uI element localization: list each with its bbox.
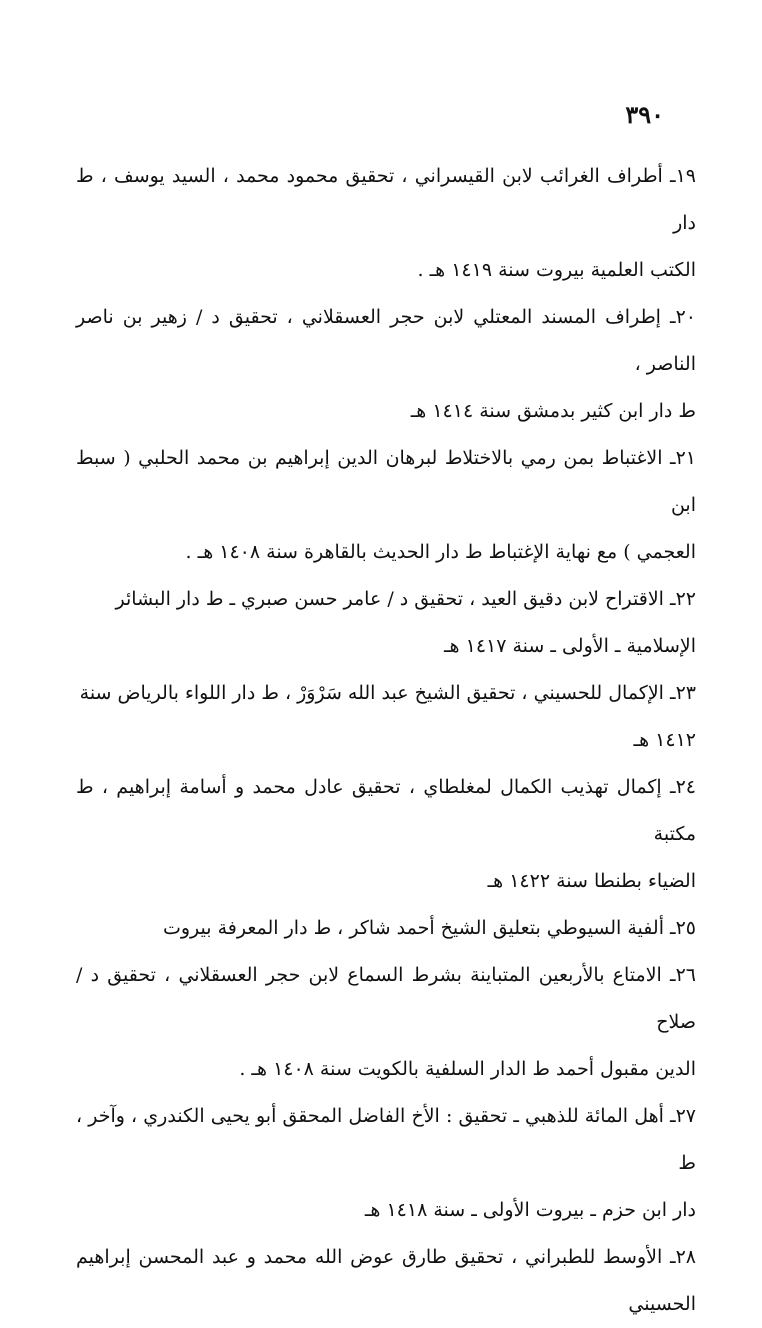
entry-line: الكتب العلمية بيروت سنة ١٤١٩ هـ . <box>417 259 696 281</box>
bibliography-entry <box>76 905 696 952</box>
entry-line: دار ابن حزم ـ بيروت الأولى ـ سنة ١٤١٨ هـ <box>364 1199 696 1221</box>
bibliography-entry <box>76 952 696 1093</box>
entry-line: الإسلامية ـ الأولى ـ سنة ١٤١٧ هـ <box>443 635 696 657</box>
entry-line: ٢٦ـ الامتاع بالأربعين المتباينة بشرط السماع لابن حجر العسقلاني ، تحقيق د / صلاح <box>76 964 696 1033</box>
bibliography-entry <box>76 1234 696 1328</box>
entry-line: ١٤١٢ هـ <box>633 729 696 751</box>
bibliography-entry <box>76 294 696 435</box>
entry-line: العجمي ) مع نهاية الإغتباط ط دار الحديث بالقاهرة سنة ١٤٠٨ هـ . <box>185 541 696 563</box>
entry-line: ٢٨ـ الأوسط للطبراني ، تحقيق طارق عوض الله محمد و عبد المحسن إبراهيم الحسيني <box>76 1246 696 1315</box>
entry-line: الضياء بطنطا سنة ١٤٢٢ هـ <box>487 870 696 892</box>
entry-line: ٢٣ـ الإكمال للحسيني ، تحقيق الشيخ عبد الله سَرْوَرْ ، ط دار اللواء بالرياض سنة <box>79 682 696 704</box>
page-number: ٣٩٠ <box>625 100 664 129</box>
entry-line: ٢٧ـ أهل المائة للذهبي ـ تحقيق : الأخ الفاضل المحقق أبو يحيى الكندري ، وآخر ، ط <box>76 1105 696 1174</box>
entry-line: ٢٤ـ إكمال تهذيب الكمال لمغلطاي ، تحقيق عادل محمد و أسامة إبراهيم ، ط مكتبة <box>76 776 696 845</box>
bibliography-entry <box>76 764 696 905</box>
bibliography-entry <box>76 435 696 576</box>
bibliography-entry <box>76 1093 696 1234</box>
bibliography-entry <box>76 670 696 764</box>
entry-line: ٢٠ـ إطراف المسند المعتلي لابن حجر العسقلاني ، تحقيق د / زهير بن ناصر الناصر ، <box>76 306 696 375</box>
entry-line: ١٩ـ أطراف الغرائب لابن القيسراني ، تحقيق محمود محمد ، السيد يوسف ، ط دار <box>76 165 696 234</box>
entry-line: ٢٢ـ الاقتراح لابن دقيق العيد ، تحقيق د / عامر حسن صبري ـ ط دار البشائر <box>115 588 696 610</box>
entry-line: ٢٥ـ ألفية السيوطي بتعليق الشيخ أحمد شاكر ، ط دار المعرفة بيروت <box>163 917 696 939</box>
bibliography-entry <box>76 576 696 670</box>
entry-line: الدين مقبول أحمد ط الدار السلفية بالكويت سنة ١٤٠٨ هـ . <box>239 1058 696 1080</box>
bibliography-list <box>76 153 696 1328</box>
entry-line: ط دار ابن كثير بدمشق سنة ١٤١٤ هـ <box>410 400 696 422</box>
bibliography-entry <box>76 153 696 294</box>
entry-line: ٢١ـ الاغتباط بمن رمي بالاختلاط لبرهان الدين إبراهيم بن محمد الحلبي ( سبط ابن <box>76 447 696 516</box>
